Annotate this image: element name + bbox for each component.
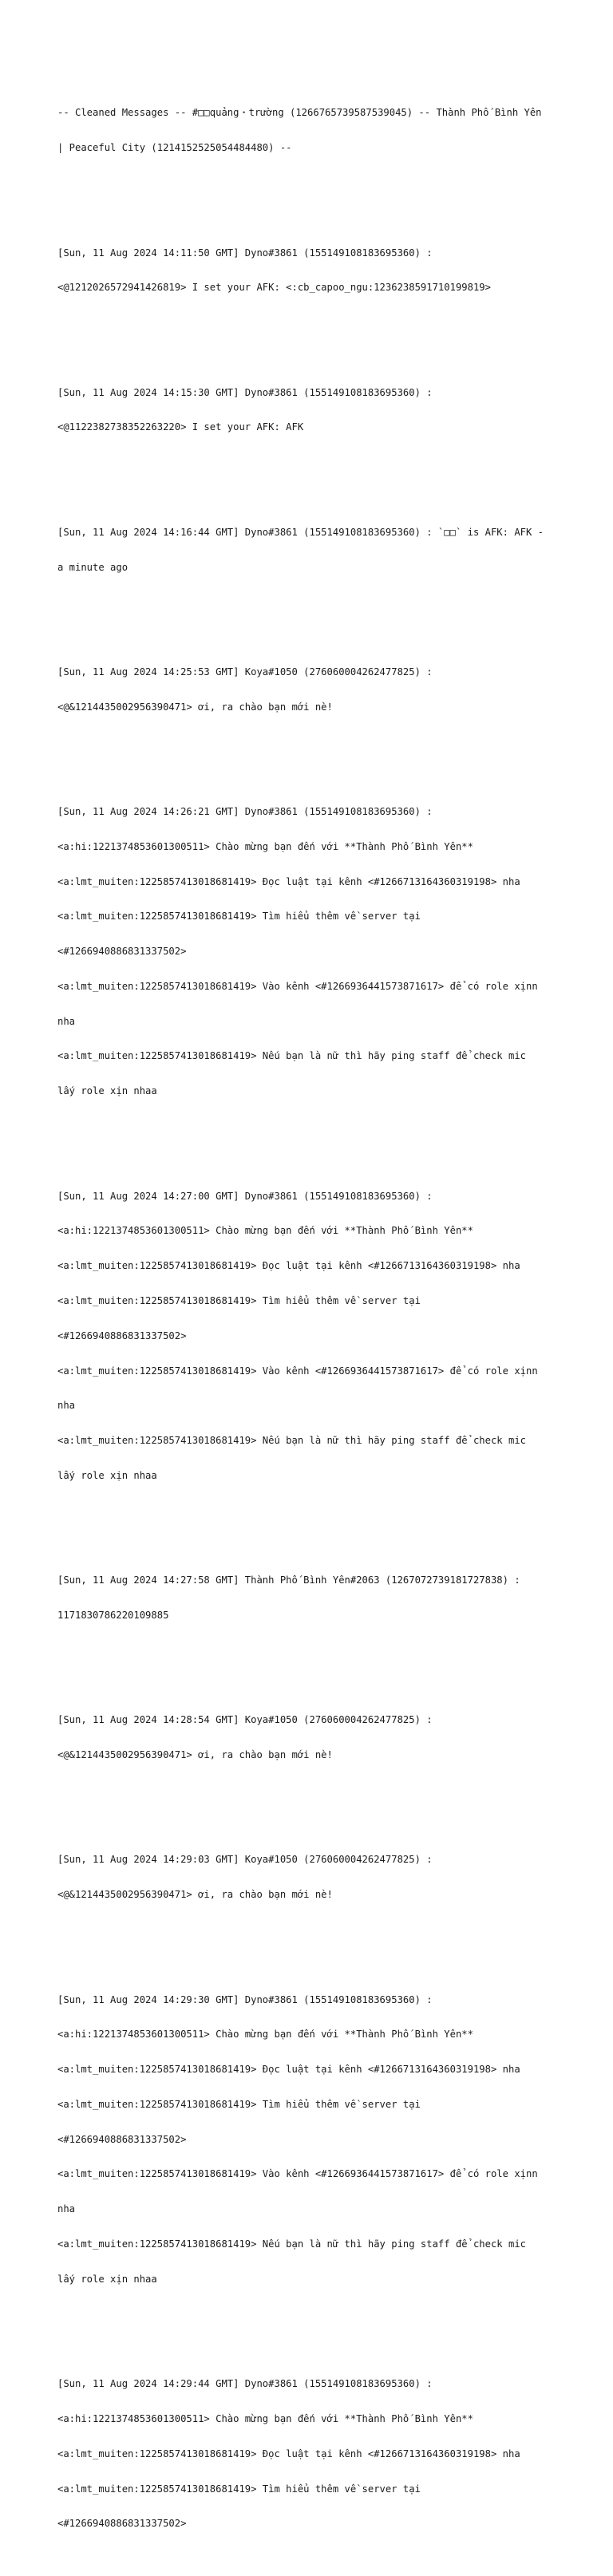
message-line: [Sun, 11 Aug 2024 14:27:00 GMT] Dyno#3861 (155149108183695360) : [57,1190,433,1202]
message-block [57,363,560,456]
message-line: <a:lmt_muiten:1225857413018681419> Vào kênh <#1266936441573871617> để có role xịnn [57,980,538,992]
message-line: [Sun, 11 Aug 2024 14:16:44 GMT] Dyno#3861 (155149108183695360) : `□□` is AFK: AFK - [57,526,544,538]
log-header [57,84,560,177]
message-line: [Sun, 11 Aug 2024 14:15:30 GMT] Dyno#3861 (155149108183695360) : [57,386,433,398]
message-line: <a:lmt_muiten:1225857413018681419> Đọc luật tại kênh <#1266713164360319198> nha [57,2448,520,2459]
message-line: [Sun, 11 Aug 2024 14:25:53 GMT] Koya#1050 (276060004262477825) : [57,666,433,678]
message-block [57,1167,560,1504]
message-line: <a:lmt_muiten:1225857413018681419> Đọc luật tại kênh <#1266713164360319198> nha [57,1260,520,1272]
message-line: <a:lmt_muiten:1225857413018681419> Tìm hiểu thêm về server tại [57,911,421,923]
message-line: [Sun, 11 Aug 2024 14:26:21 GMT] Dyno#3861 (155149108183695360) : [57,806,433,817]
message-line: [Sun, 11 Aug 2024 14:29:03 GMT] Koya#1050 (276060004262477825) : [57,1854,433,1866]
message-line: <a:lmt_muiten:1225857413018681419> Tìm hiểu thêm về server tại [57,2098,421,2110]
message-line: <#1266940886831337502> [57,2133,187,2145]
message-block [57,783,560,1120]
message-line: <@&1214435002956390471> ơi, ra chào bạn mới nè! [57,701,333,713]
header-line: | Peaceful City (1214152525054484480) -- [57,142,292,154]
message-line: <a:lmt_muiten:1225857413018681419> Nếu bạn là nữ thì hãy ping staff để check mic [57,1435,526,1447]
message-line: <a:lmt_muiten:1225857413018681419> Vào kênh <#1266936441573871617> để có role xịnn [57,1365,538,1377]
message-line: <@&1214435002956390471> ơi, ra chào bạn mới nè! [57,1889,333,1901]
message-block [57,1831,560,1924]
message-line: a minute ago [57,561,129,573]
message-line: <a:hi:1221374853601300511> Chào mừng bạn đến với **Thành Phố Bình Yên** [57,2412,473,2424]
message-block [57,2355,560,2553]
message-line: <#1266940886831337502> [57,2518,187,2530]
message-block [57,643,560,737]
message-block [57,1970,560,2308]
message-log [57,61,560,2576]
message-line: <a:lmt_muiten:1225857413018681419> Đọc luật tại kênh <#1266713164360319198> nha [57,875,520,887]
message-block [57,504,560,597]
message-line: nha [57,2203,76,2215]
message-line: [Sun, 11 Aug 2024 14:11:50 GMT] Dyno#3861 (155149108183695360) : [57,247,433,259]
message-line: lấy role xịn nhaa [57,2273,157,2285]
message-line: <a:hi:1221374853601300511> Chào mừng bạn đến với **Thành Phố Bình Yên** [57,2029,473,2041]
message-line: nha [57,1015,76,1027]
message-line: <a:lmt_muiten:1225857413018681419> Vào kênh <#1266936441573871617> để có role xịnn [57,2168,538,2180]
message-line: <a:lmt_muiten:1225857413018681419> Tìm hiểu thêm về server tại [57,2483,421,2495]
message-line: nha [57,1400,76,1412]
message-block [57,1551,560,1645]
message-line: <a:hi:1221374853601300511> Chào mừng bạn đến với **Thành Phố Bình Yên** [57,840,473,852]
message-line: lấy role xịn nhaa [57,1469,157,1481]
message-block [57,1691,560,1784]
message-line: <@&1214435002956390471> ơi, ra chào bạn mới nè! [57,1749,333,1761]
message-line: <#1266940886831337502> [57,946,187,958]
message-line: <@1212026572941426819> I set your AFK: <:cb_capoo_ngu:1236238591710199819> [57,282,491,294]
message-line: [Sun, 11 Aug 2024 14:29:44 GMT] Dyno#3861 (155149108183695360) : [57,2378,433,2390]
message-line: lấy role xịn nhaa [57,1085,157,1097]
message-line: <a:lmt_muiten:1225857413018681419> Đọc luật tại kênh <#1266713164360319198> nha [57,2064,520,2076]
message-line: <a:hi:1221374853601300511> Chào mừng bạn đến với **Thành Phố Bình Yên** [57,1225,473,1237]
message-line: [Sun, 11 Aug 2024 14:29:30 GMT] Dyno#3861 (155149108183695360) : [57,1993,433,2005]
message-line: [Sun, 11 Aug 2024 14:27:58 GMT] Thành Phố Bình Yên#2063 (1267072739181727838) : [57,1574,520,1586]
message-line: <@1122382738352263220> I set your AFK: AFK [57,421,304,433]
message-line: 1171830786220109885 [57,1609,169,1621]
message-line: <a:lmt_muiten:1225857413018681419> Nếu bạn là nữ thì hãy ping staff để check mic [57,2238,526,2250]
message-line: [Sun, 11 Aug 2024 14:28:54 GMT] Koya#1050 (276060004262477825) : [57,1714,433,1726]
message-line: <a:lmt_muiten:1225857413018681419> Nếu bạn là nữ thì hãy ping staff để check mic [57,1050,526,1062]
message-block [57,223,560,317]
message-line: <a:lmt_muiten:1225857413018681419> Tìm hiểu thêm về server tại [57,1294,421,1306]
header-line: -- Cleaned Messages -- #□□quảng・trường (1266765739587539045) -- Thành Phố Bình Yên [57,107,542,119]
message-line: <#1266940886831337502> [57,1329,187,1341]
